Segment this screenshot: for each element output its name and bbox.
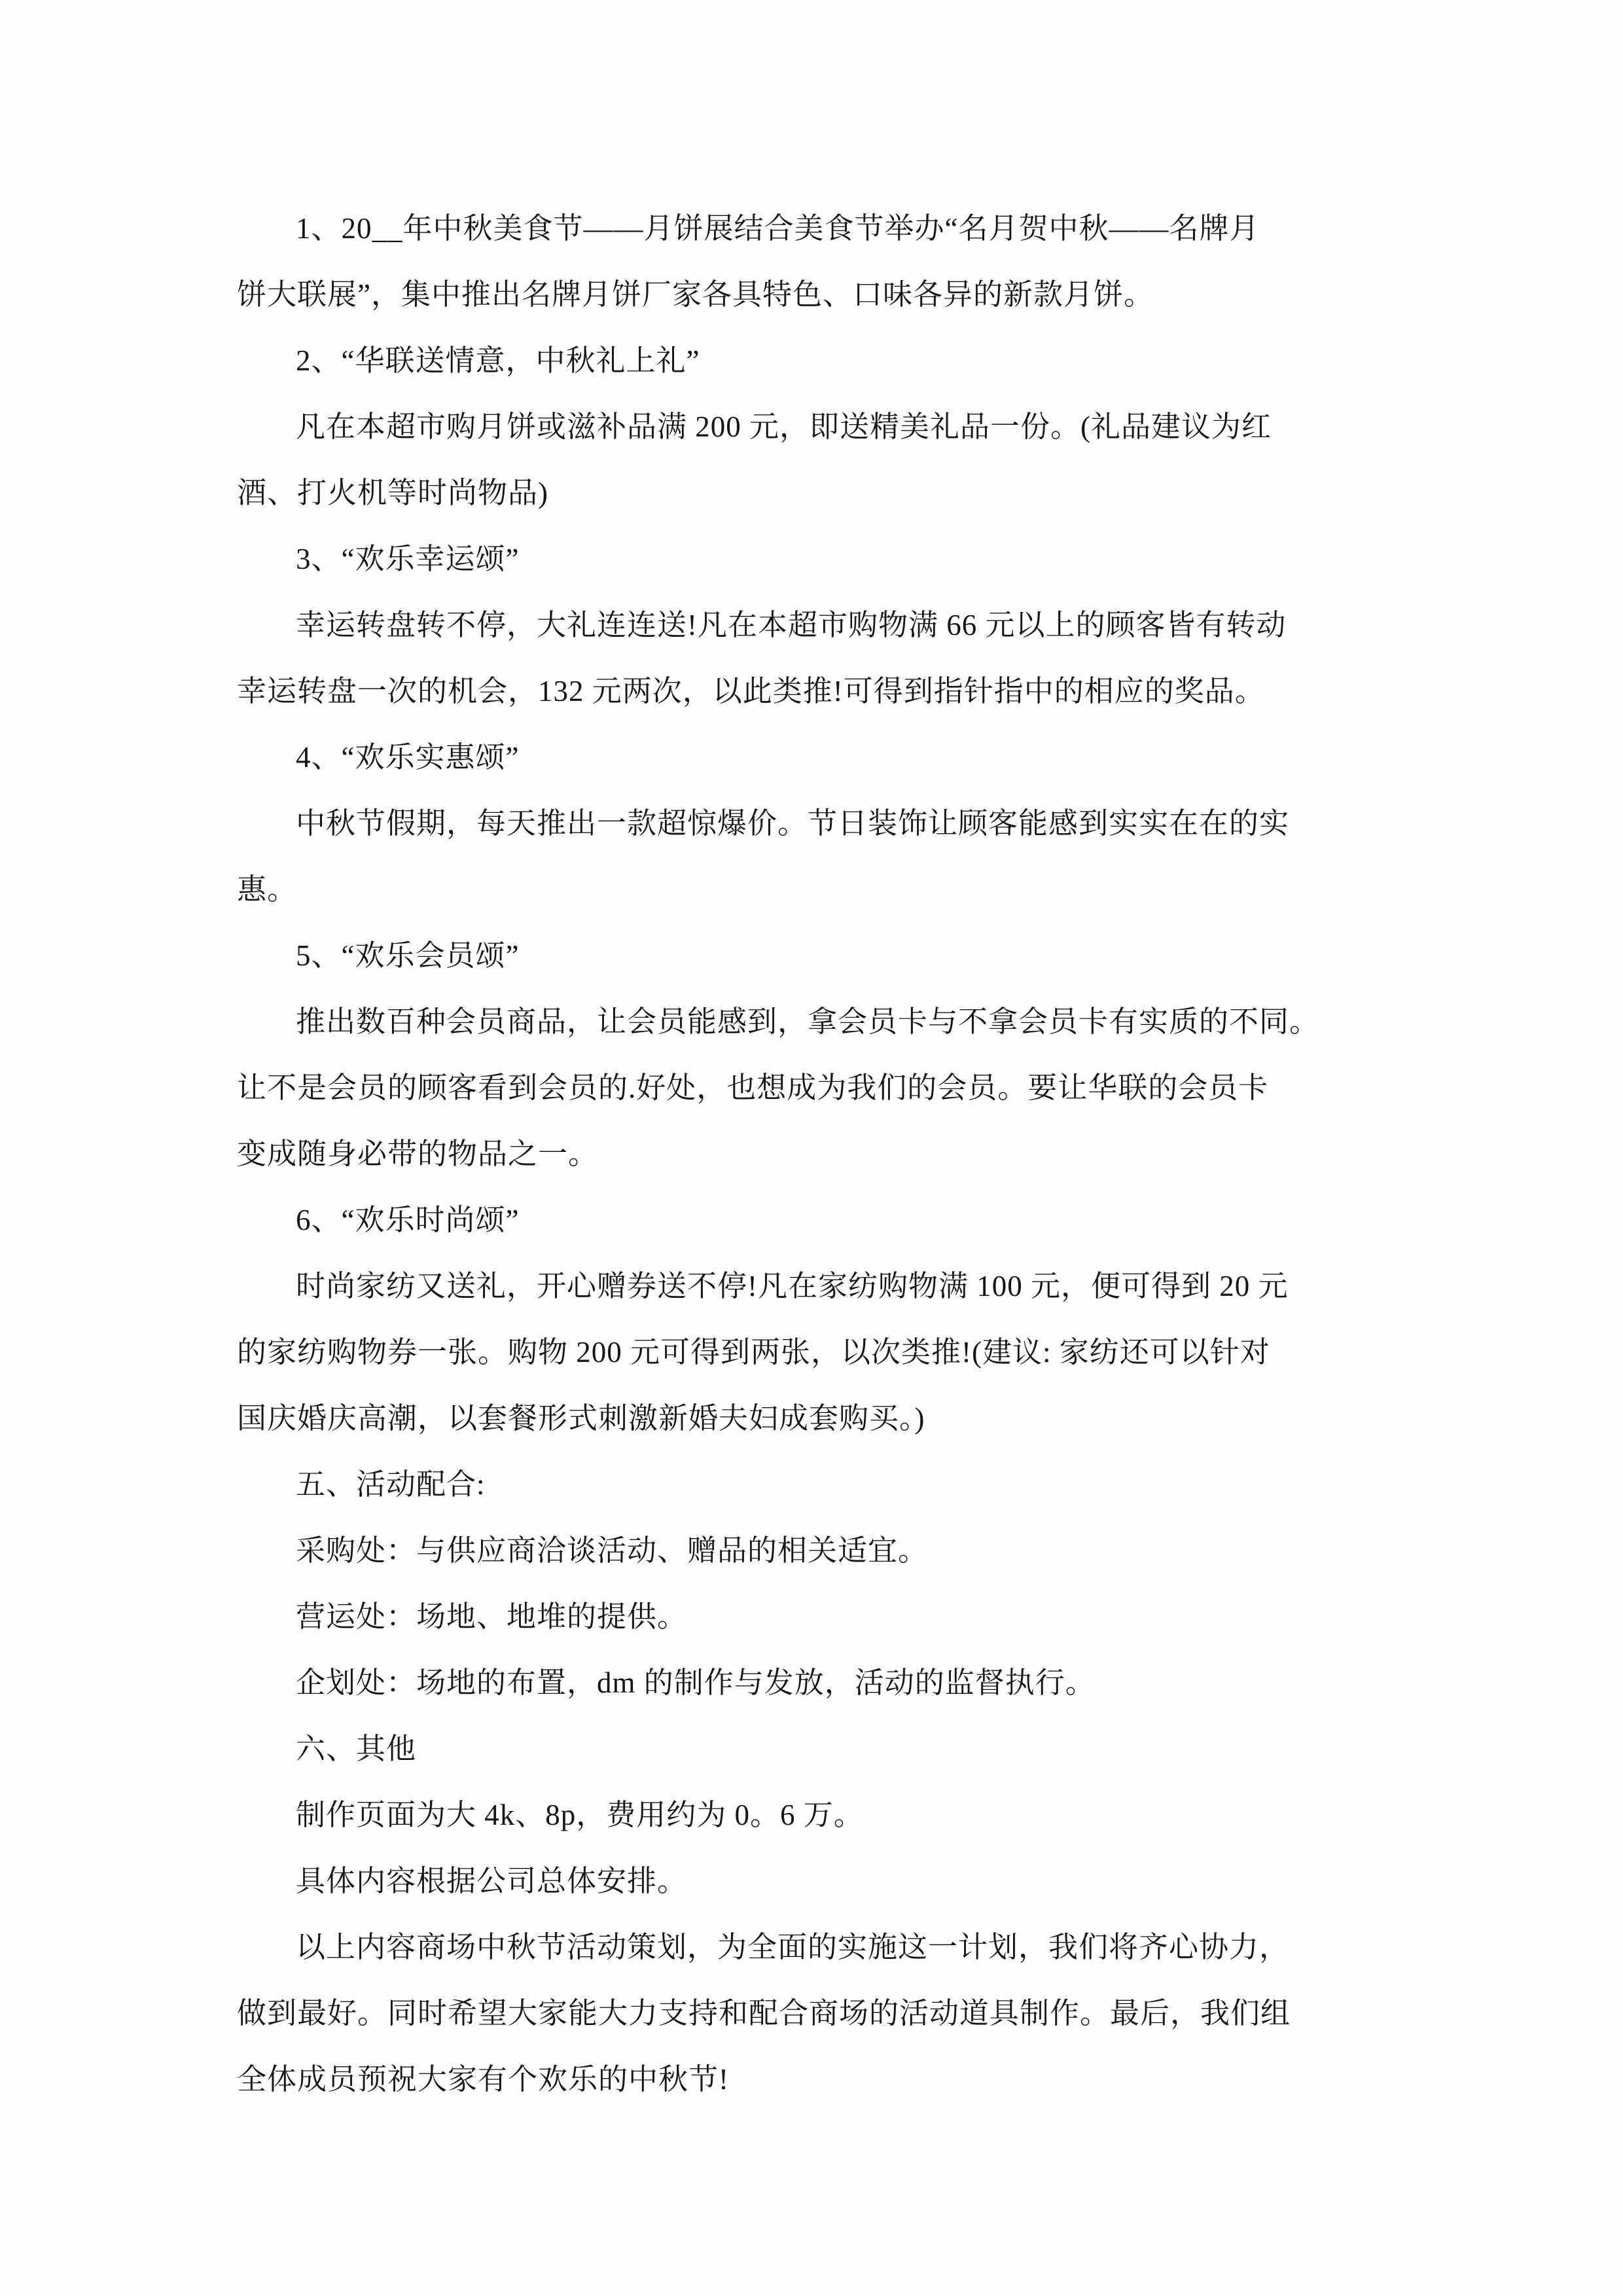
text-line: 中秋节假期，每天推出一款超惊爆价。节日装饰让顾客能感到实实在在的实 <box>296 807 1290 840</box>
text-line: 2、“华联送情意，中秋礼上礼” <box>296 344 700 377</box>
text-line: 让不是会员的顾客看到会员的.好处，也想成为我们的会员。要让华联的会员卡 <box>237 1071 1269 1104</box>
text-line: 制作页面为大 4k、8p，费用约为 0。6 万。 <box>296 1799 864 1831</box>
text-line: 5、“欢乐会员颂” <box>296 939 520 972</box>
paragraph <box>237 592 1403 725</box>
text-line: 采购处：与供应商洽谈活动、赠品的相关适宜。 <box>296 1534 929 1567</box>
text-line: 做到最好。同时希望大家能大力支持和配合商场的活动道具制作。最后，我们组 <box>237 1997 1291 2030</box>
text-line: 的家纺购物券一张。购物 200 元可得到两张，以次类推!(建议: 家纺还可以针对 <box>237 1336 1270 1369</box>
paragraph <box>237 1584 1403 1650</box>
text-line: 五、活动配合: <box>296 1468 486 1501</box>
paragraph <box>237 989 1403 1187</box>
paragraph <box>237 196 1403 328</box>
paragraph <box>237 1650 1403 1716</box>
text-line: 惠。 <box>237 873 298 906</box>
text-line: 变成随身必带的物品之一。 <box>237 1138 599 1170</box>
paragraph <box>237 394 1403 526</box>
paragraph <box>237 526 1403 592</box>
text-line: 全体成员预祝大家有个欢乐的中秋节! <box>237 2063 729 2096</box>
text-line: 酒、打火机等时尚物品) <box>237 476 548 509</box>
text-line: 营运处：场地、地堆的提供。 <box>296 1600 688 1633</box>
paragraph <box>237 791 1403 923</box>
text-line: 6、“欢乐时尚颂” <box>296 1204 520 1236</box>
paragraph <box>237 1848 1403 1914</box>
paragraph <box>237 725 1403 791</box>
paragraph <box>237 1782 1403 1848</box>
paragraph <box>237 328 1403 394</box>
text-line: 企划处：场地的布置，dm 的制作与发放，活动的监督执行。 <box>296 1666 1096 1699</box>
text-line: 4、“欢乐实惠颂” <box>296 741 520 774</box>
paragraph <box>237 923 1403 989</box>
text-line: 推出数百种会员商品，让会员能感到，拿会员卡与不拿会员卡有实质的不同。 <box>296 1005 1320 1038</box>
text-line: 时尚家纺又送礼，开心赠券送不停!凡在家纺购物满 100 元，便可得到 20 元 <box>296 1270 1289 1302</box>
paragraph <box>237 1187 1403 1253</box>
text-line: 幸运转盘转不停，大礼连连送!凡在本超市购物满 66 元以上的顾客皆有转动 <box>296 609 1287 641</box>
text-line: 幸运转盘一次的机会，132 元两次，以此类推!可得到指针指中的相应的奖品。 <box>237 675 1265 708</box>
paragraph <box>237 1716 1403 1782</box>
paragraph <box>237 1518 1403 1584</box>
paragraph <box>237 1253 1403 1452</box>
text-line: 以上内容商场中秋节活动策划，为全面的实施这一计划，我们将齐心协力， <box>296 1931 1290 1964</box>
paragraph <box>237 1452 1403 1518</box>
text-line: 饼大联展”，集中推出名牌月饼厂家各具特色、口味各异的新款月饼。 <box>237 278 1154 311</box>
text-line: 六、其他 <box>296 1732 417 1765</box>
text-line: 1、20__年中秋美食节——月饼展结合美食节举办“名月贺中秋——名牌月 <box>296 212 1260 245</box>
text-line: 国庆婚庆高潮，以套餐形式刺激新婚夫妇成套购买。) <box>237 1402 925 1435</box>
text-line: 3、“欢乐幸运颂” <box>296 543 520 575</box>
document-body <box>237 196 1403 2113</box>
text-line: 具体内容根据公司总体安排。 <box>296 1865 688 1897</box>
paragraph <box>237 1914 1403 2113</box>
text-line: 凡在本超市购月饼或滋补品满 200 元，即送精美礼品一份。(礼品建议为红 <box>296 410 1272 443</box>
